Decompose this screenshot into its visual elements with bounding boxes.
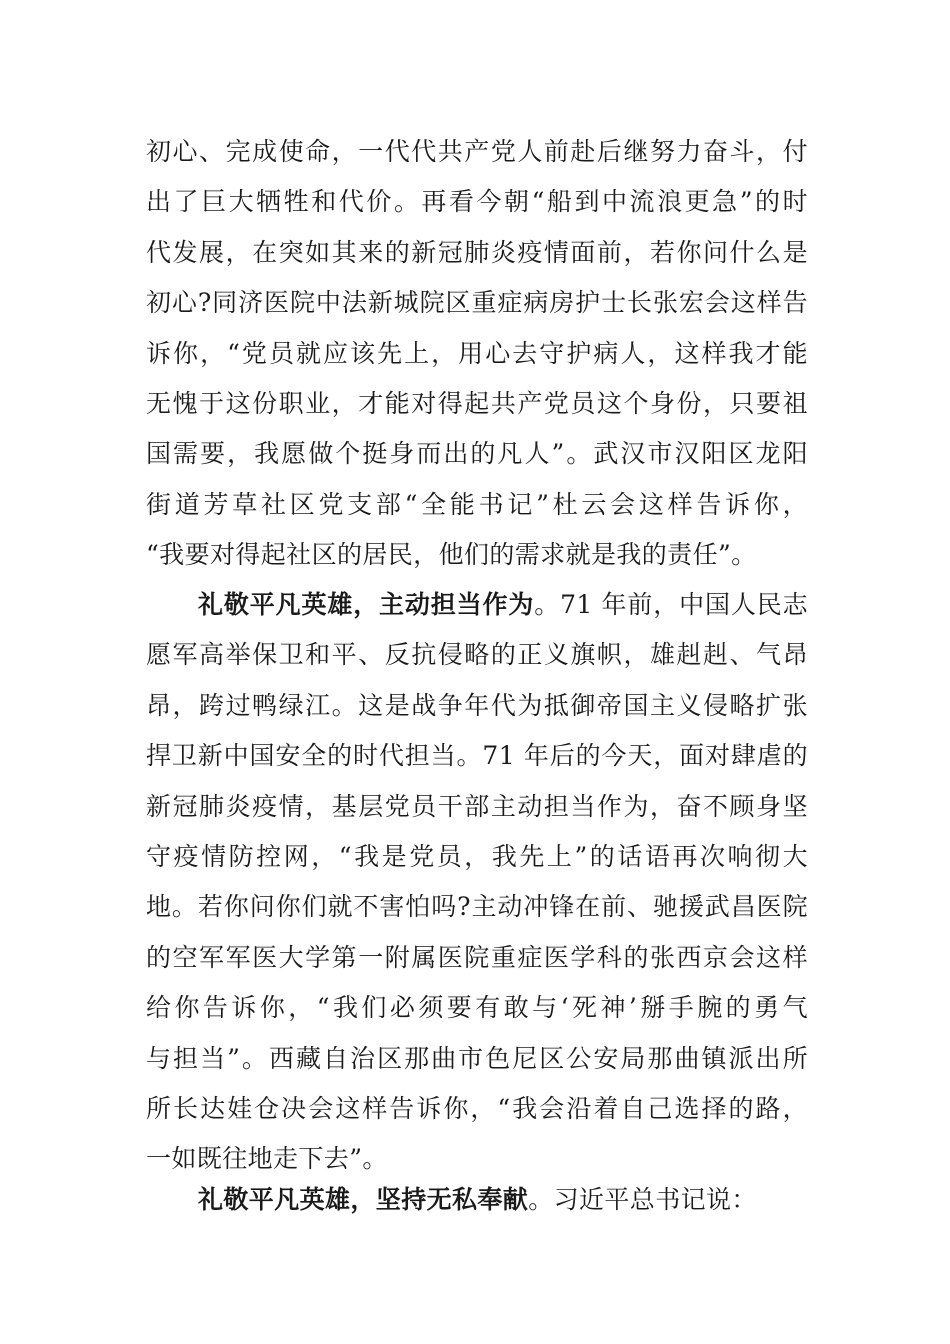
paragraph-first-line-text: 。习近平总书记说： (528, 1185, 757, 1214)
paragraph-line: 捍卫新中国安全的时代担当。71 年后的今天，面对肆虐的 (146, 741, 808, 771)
paragraph-2 (146, 580, 808, 1185)
paragraph-line: “我要对得起社区的居民，他们的需求就是我的责任”。 (146, 540, 757, 570)
paragraph-first-line-text: 。71 年前，中国人民志 (534, 590, 808, 619)
paragraph-line: 愿军高举保卫和平、反抗侵略的正义旗帜，雄赳赳、气昂 (146, 640, 808, 670)
paragraph-line: 地。若你问你们就不害怕吗?主动冲锋在前、驰援武昌医院 (146, 892, 808, 922)
paragraph-line: 代发展，在突如其来的新冠肺炎疫情面前，若你问什么是 (146, 237, 808, 267)
paragraph-line: 初心、完成使命，一代代共产党人前赴后继努力奋斗，付 (146, 137, 808, 166)
paragraph-heading: 礼敬平凡英雄，主动担当作为 (198, 590, 535, 619)
paragraph-line: 的空军军医大学第一附属医院重症医学科的张西京会这样 (146, 942, 808, 972)
paragraph-line: 诉你，“党员就应该先上，用心去守护病人，这样我才能 (146, 338, 808, 368)
paragraph-first-line (146, 580, 808, 630)
paragraph-line: 街道芳草社区党支部“全能书记”杜云会这样告诉你， (146, 489, 808, 519)
paragraph-line: 新冠肺炎疫情，基层党员干部主动担当作为，奋不顾身坚 (146, 791, 808, 821)
paragraph-first-line (146, 1175, 808, 1225)
paragraph-line: 一如既往地走下去”。 (146, 1144, 388, 1174)
paragraph-heading: 礼敬平凡英雄，坚持无私奉献 (198, 1185, 529, 1214)
paragraph-line: 出了巨大牺牲和代价。再看今朝“船到中流浪更急”的时 (146, 187, 808, 217)
paragraph-line: 所长达娃仓决会这样告诉你，“我会沿着自己选择的路， (146, 1093, 808, 1123)
paragraph-line: 无愧于这份职业，才能对得起共产党员这个身份，只要祖 (146, 388, 808, 418)
paragraph-line: 昂，跨过鸭绿江。这是战争年代为抵御帝国主义侵略扩张 (146, 690, 808, 720)
paragraph-line: 与担当”。西藏自治区那曲市色尼区公安局那曲镇派出所 (146, 1043, 808, 1073)
paragraph-3 (146, 1175, 808, 1225)
paragraph-line: 国需要，我愿做个挺身而出的凡人”。武汉市汉阳区龙阳 (146, 439, 808, 469)
paragraph-1 (146, 127, 808, 581)
paragraph-line: 守疫情防控网，“我是党员，我先上”的话语再次响彻大 (146, 841, 808, 871)
paragraph-line: 初心?同济医院中法新城院区重症病房护士长张宏会这样告 (146, 288, 808, 318)
paragraph-line: 给你告诉你，“我们必须要有敢与‘死神’掰手腕的勇气 (146, 993, 808, 1023)
